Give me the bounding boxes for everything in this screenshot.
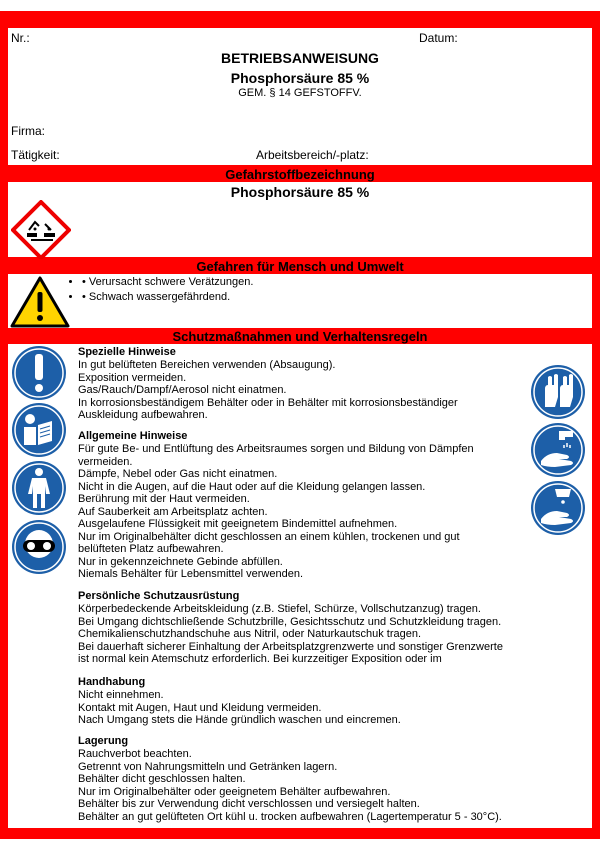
gefahrstoff-panel	[8, 182, 592, 257]
section-handhabung	[78, 676, 528, 727]
section-line: Auf Sauberkeit am Arbeitsplatz achten.	[78, 505, 268, 518]
regulation-text: GEM. § 14 GEFSTOFFV.	[238, 87, 362, 99]
schutz-heading: Schutzmaßnahmen und Verhaltensregeln	[8, 329, 592, 344]
section-line: Chemikalienschutzhandschuhe aus Nitril, oder Naturkautschuk tragen.	[78, 628, 422, 640]
substance-name: Phosphorsäure 85 %	[230, 70, 370, 86]
taetigkeit-label: Tätigkeit:	[11, 148, 60, 162]
section-line: belüfteten Platz aufbewahren.	[78, 543, 224, 555]
datum-label: Datum:	[419, 31, 458, 45]
exclamation-icon	[10, 344, 68, 402]
section-allgemeine-hinweise	[78, 430, 528, 581]
section-line: Getrennt von Nahrungsmitteln und Getränken lagern.	[78, 760, 338, 773]
section-line: Nicht in die Augen, auf die Haut oder auf die Kleidung gelangen lassen.	[78, 480, 426, 493]
gefahren-list	[64, 275, 253, 305]
section-line: Rauchverbot beachten.	[78, 748, 192, 760]
schutz-panel	[8, 344, 592, 828]
section-line: Für gute Be- und Entlüftung des Arbeitsraumes sorgen und Bildung von Dämpfen	[78, 443, 474, 455]
section-line: Ausgelaufene Flüssigkeit mit geeignetem Bindemittel aufnehmen.	[78, 518, 398, 530]
section-line: Exposition vermeiden.	[78, 371, 187, 384]
protective-suit-icon	[10, 459, 68, 517]
section-line: Behälter bis zur Verwendung dicht verschlossen und versiegelt halten.	[78, 798, 420, 810]
section-line: Nach Umgang stets die Hände gründlich waschen und eincremen.	[78, 714, 401, 726]
gefahrstoff-name: Phosphorsäure 85 %	[230, 184, 370, 200]
section-line: Auskleidung aufbewahren.	[78, 409, 208, 421]
section-line: ist normal kein Atemschutz erforderlich. Bei kurzzeitiger Exposition oder im	[78, 653, 442, 665]
section-line: In korrosionsbeständigem Behälter oder in Behälter mit korrosionsbeständiger	[78, 396, 458, 409]
section-line: Bei dauerhaft sicherer Einhaltung der Arbeitsplatzgrenzwerte und sonstiger Grenzwerte	[78, 640, 503, 653]
header-panel	[8, 28, 592, 165]
section-title: Persönliche Schutzausrüstung	[78, 590, 240, 602]
section-line: Nicht einnehmen.	[78, 689, 164, 701]
gefahrstoff-heading: Gefahrstoffbezeichnung	[8, 167, 592, 182]
gefahren-item: • • Verursacht schwere Verätzungen.	[82, 275, 253, 290]
section-line: Niemals Behälter für Lebensmittel verwenden.	[78, 568, 304, 580]
gefahren-item: • • Schwach wassergefährdend.	[82, 290, 253, 305]
section-line: Behälter dicht geschlossen halten.	[78, 773, 246, 785]
section-title: Handhabung	[78, 676, 146, 688]
section-line: Berührung mit der Haut vermeiden.	[78, 493, 250, 505]
read-manual-icon	[10, 401, 68, 459]
arbeitsbereich-label: Arbeitsbereich/-platz:	[256, 148, 369, 162]
section-line: Nur in gekennzeichnete Gebinde abfüllen.	[78, 555, 283, 568]
section-title: Spezielle Hinweise	[78, 346, 176, 358]
gefahren-panel	[8, 274, 592, 328]
section-line: Dämpfe, Nebel oder Gas nicht einatmen.	[78, 468, 278, 480]
section-line: Körperbedeckende Arbeitskleidung (z.B. Stiefel, Schürze, Vollschutzanzug) tragen.	[78, 603, 481, 615]
warning-triangle-icon	[10, 276, 70, 328]
goggles-icon	[10, 518, 68, 576]
wash-hands-icon	[529, 421, 587, 479]
section-line: vermeiden.	[78, 455, 133, 468]
corrosion-ghs-icon	[11, 200, 71, 260]
firma-label: Firma:	[11, 124, 45, 138]
section-line: Nur im Originalbehälter dicht geschlossen an einem kühlen, trockenen und gut	[78, 530, 460, 543]
gefahren-heading: Gefahren für Mensch und Umwelt	[8, 259, 592, 274]
section-line: In gut belüfteten Bereichen verwenden (Absaugung).	[78, 359, 336, 371]
section-lagerung	[78, 735, 528, 823]
section-title: Allgemeine Hinweise	[78, 430, 188, 442]
gloves-icon	[529, 363, 587, 421]
section-line: Kontakt mit Augen, Haut und Kleidung vermeiden.	[78, 701, 322, 714]
document-title: BETRIEBSANWEISUNG	[221, 50, 379, 66]
section-line: Behälter an gut gelüfteten Ort kühl u. trocken aufbewahren (Lagertemperatur 5 - 30°C).	[78, 810, 502, 823]
section-title: Lagerung	[78, 735, 129, 747]
section-line: Bei Umgang dichtschließende Schutzbrille, Gesichtsschutz und Schutzkleidung tragen.	[78, 615, 502, 628]
section-line: Nur im Originalbehälter oder geeignetem Behälter aufbewahren.	[78, 785, 391, 798]
nr-label: Nr.:	[11, 31, 30, 45]
section-persoenliche-schutzausruestung	[78, 590, 528, 666]
hand-cream-icon	[529, 479, 587, 537]
section-spezielle-hinweise	[78, 346, 528, 422]
section-line: Gas/Rauch/Dampf/Aerosol nicht einatmen.	[78, 384, 287, 396]
